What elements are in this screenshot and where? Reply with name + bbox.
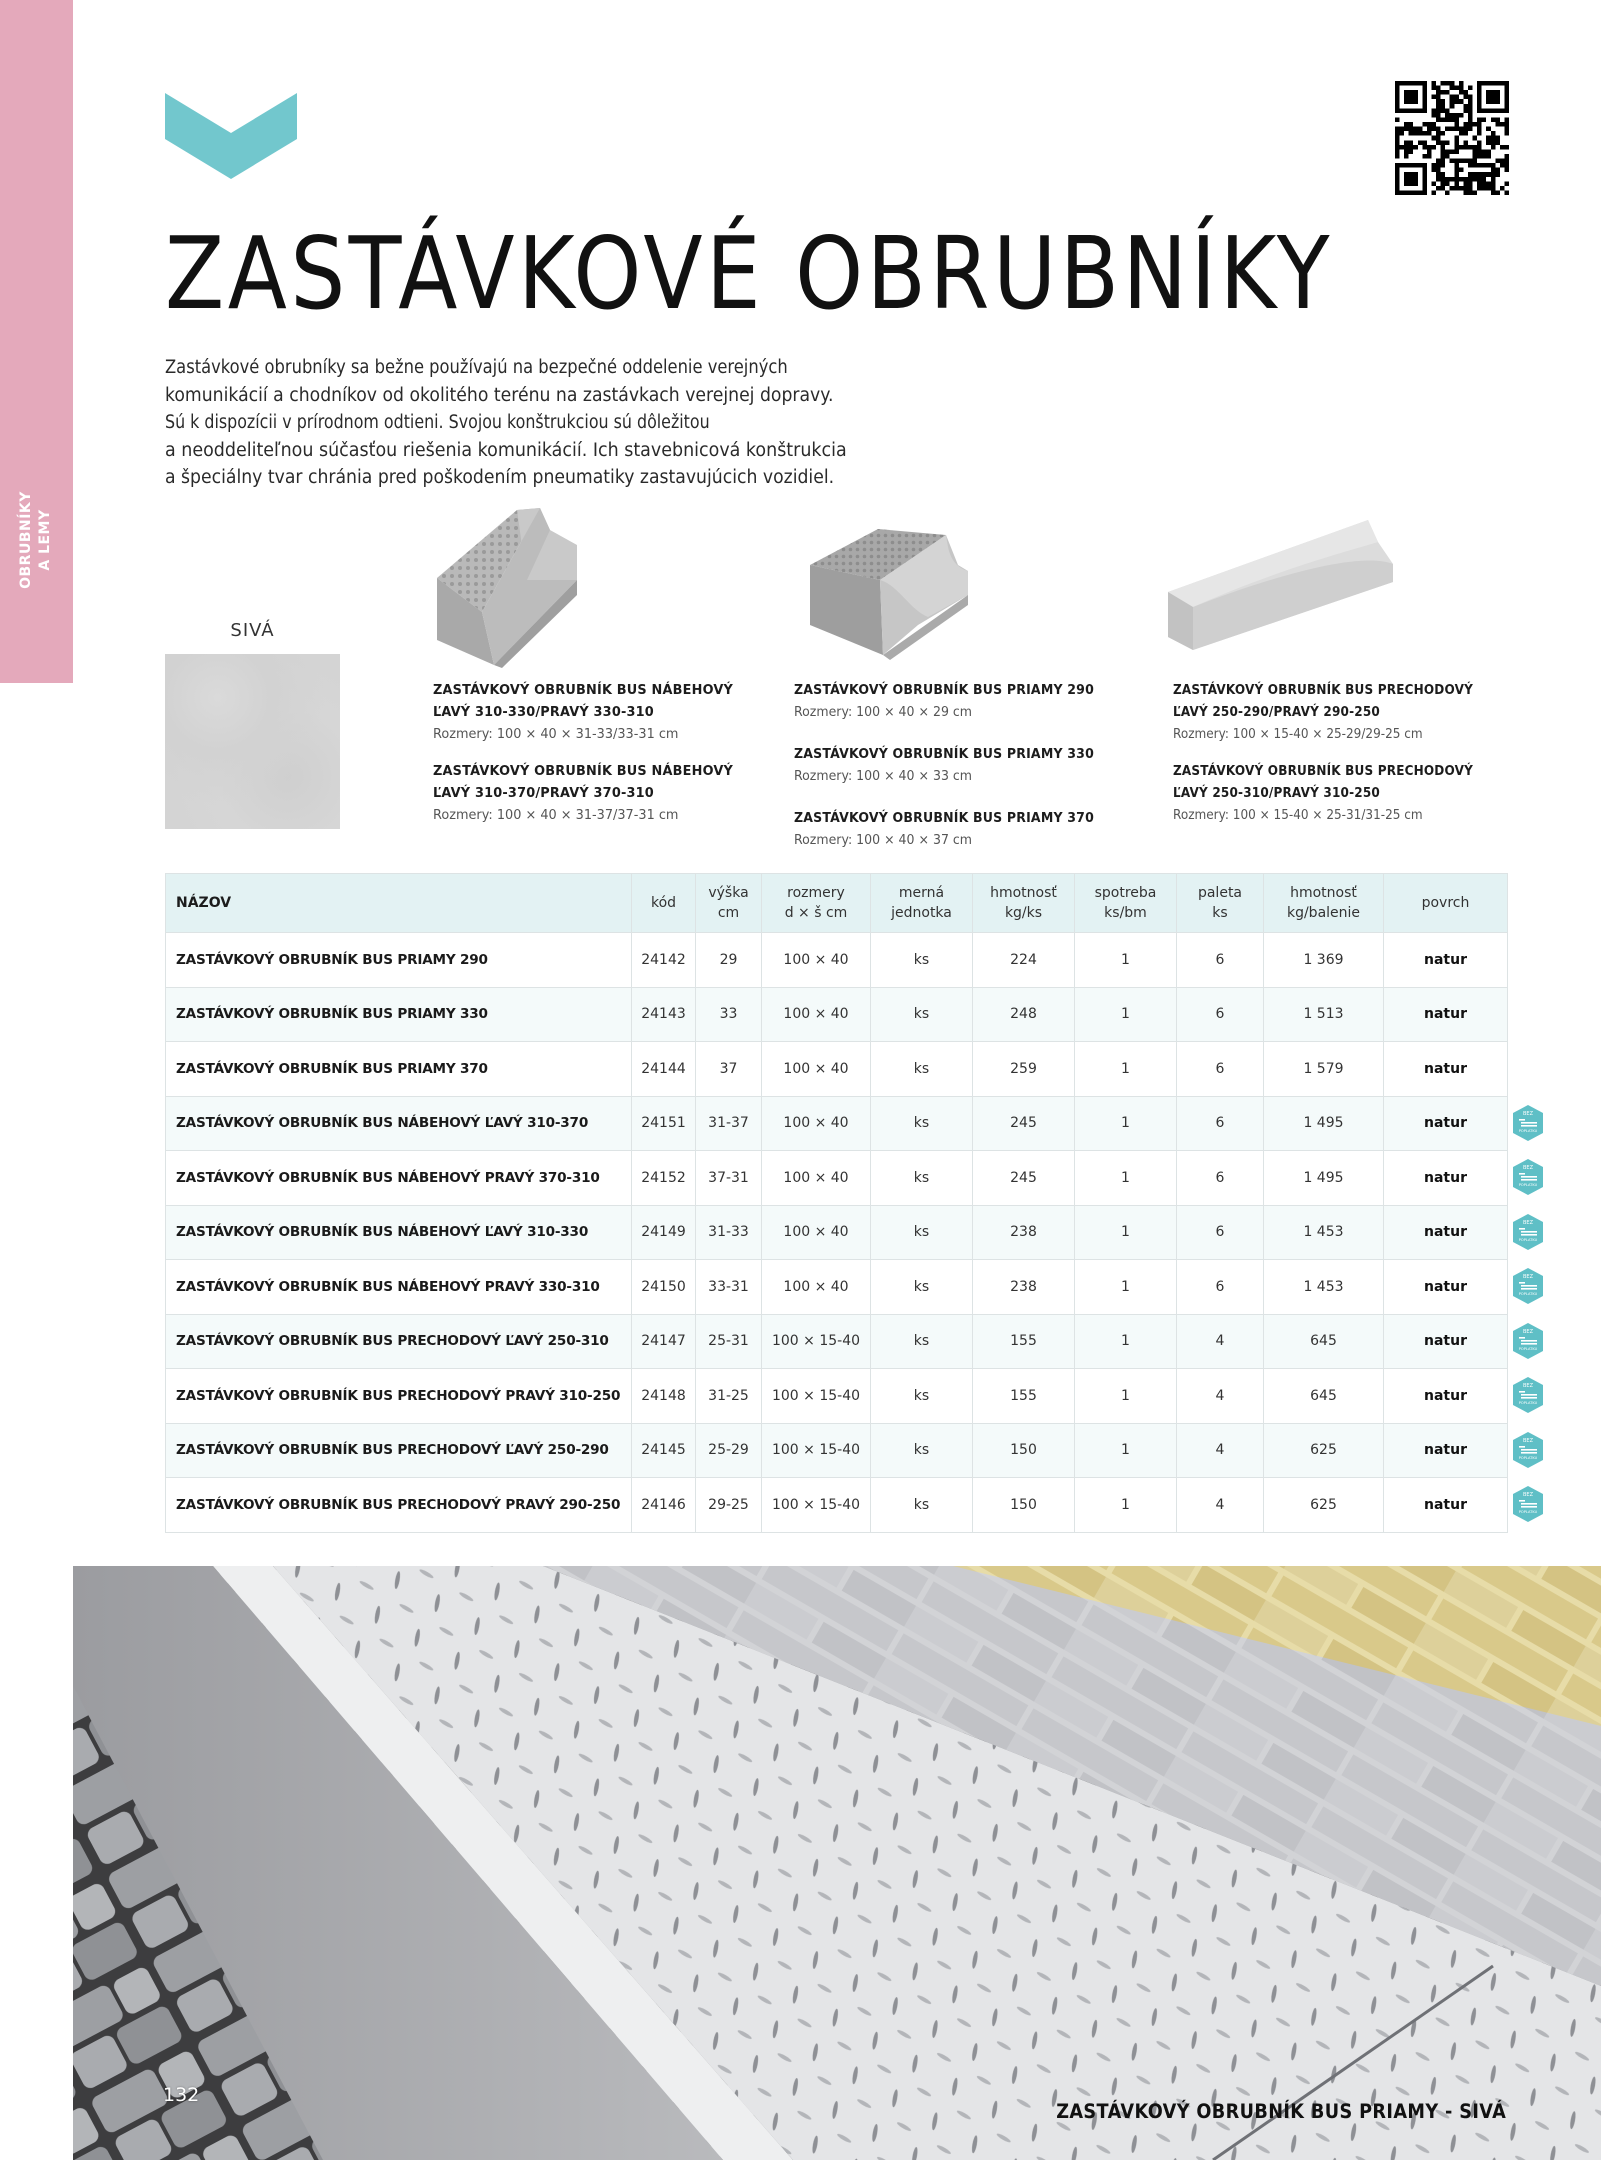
column-header [973, 874, 1075, 933]
unit-cell: ks [871, 1260, 973, 1315]
chevron-down-icon [165, 93, 297, 179]
code-cell: 24144 [632, 1042, 696, 1097]
product-dimensions: Rozmery: 100 × 15-40 × 25-31/31-25 cm [1173, 807, 1423, 823]
product-name: ĽAVÝ 250-310/PRAVÝ 310-250 [1173, 785, 1380, 801]
code-cell: 24146 [632, 1478, 696, 1533]
pallet-weight-cell: 1 369 [1264, 933, 1384, 988]
product-name: ĽAVÝ 310-330/PRAVÝ 330-310 [433, 704, 654, 720]
surface-cell: natur [1384, 1205, 1508, 1260]
code-cell: 24148 [632, 1369, 696, 1424]
column-header-line: NÁZOV [176, 895, 232, 911]
code-cell: 24145 [632, 1423, 696, 1478]
badge-text-bottom: POPLATKU [1518, 1128, 1538, 1133]
pallet-weight-cell: 1 453 [1264, 1205, 1384, 1260]
product-name: ĽAVÝ 250-290/PRAVÝ 290-250 [1173, 704, 1380, 720]
dimensions-cell: 100 × 40 [762, 933, 871, 988]
consumption-cell: 1 [1075, 1314, 1177, 1369]
no-pallet-fee-badge-icon [1512, 1377, 1544, 1413]
no-pallet-fee-badge-icon [1512, 1159, 1544, 1195]
weight-cell: 155 [973, 1314, 1075, 1369]
column-header-line: rozmery [787, 885, 845, 901]
product-name-cell: ZASTÁVKOVÝ OBRUBNÍK BUS PRECHODOVÝ PRAVÝ 310-250 [166, 1369, 632, 1424]
weight-cell: 238 [973, 1260, 1075, 1315]
product-group-transition [1173, 679, 1511, 841]
badge-text-bottom: POPLATKU [1518, 1401, 1538, 1405]
dimensions-cell: 100 × 40 [762, 1042, 871, 1097]
product-name-cell: ZASTÁVKOVÝ OBRUBNÍK BUS PRIAMY 290 [166, 933, 632, 988]
product-item [433, 760, 750, 826]
column-header-line: merná [898, 885, 945, 901]
dimensions-cell: 100 × 15-40 [762, 1369, 871, 1424]
badge-text-top: BEZ [1522, 1219, 1534, 1226]
product-name-cell: ZASTÁVKOVÝ OBRUBNÍK BUS PRECHODOVÝ ĽAVÝ 250-310 [166, 1314, 632, 1369]
surface-cell: natur [1384, 987, 1508, 1042]
pallet-cell: 6 [1177, 1260, 1264, 1315]
product-name: ZASTÁVKOVÝ OBRUBNÍK BUS NÁBEHOVÝ [433, 763, 733, 779]
column-header-line: d × š cm [784, 905, 848, 921]
column-header-line: ks/bm [1104, 905, 1147, 921]
weight-cell: 245 [973, 1151, 1075, 1206]
no-pallet-fee-badge-icon [1512, 1323, 1544, 1359]
intro-line: a neoddeliteľnou súčasťou riešenia komunikácií. Ich stavebnicová konštrukcia [165, 439, 847, 461]
product-name: ZASTÁVKOVÝ OBRUBNÍK BUS PRIAMY 330 [794, 746, 1094, 762]
height-cell: 31-25 [696, 1369, 762, 1424]
product-name-cell: ZASTÁVKOVÝ OBRUBNÍK BUS PRECHODOVÝ PRAVÝ 290-250 [166, 1478, 632, 1533]
section-side-tab-label [17, 491, 55, 589]
column-header [1384, 874, 1508, 933]
unit-cell: ks [871, 1096, 973, 1151]
column-header [632, 874, 696, 933]
product-dimensions: Rozmery: 100 × 40 × 31-33/33-31 cm [433, 726, 679, 742]
height-cell: 29 [696, 933, 762, 988]
photo-caption: ZASTÁVKOVÝ OBRUBNÍK BUS PRIAMY - SIVÁ [1056, 2100, 1506, 2123]
product-name-cell: ZASTÁVKOVÝ OBRUBNÍK BUS PRECHODOVÝ ĽAVÝ 250-290 [166, 1423, 632, 1478]
product-group-ramp [433, 679, 750, 841]
pallet-cell: 6 [1177, 1151, 1264, 1206]
page-title [165, 215, 1333, 332]
page-number: 132 [163, 2084, 200, 2106]
product-name: ZASTÁVKOVÝ OBRUBNÍK BUS PRIAMY 290 [794, 682, 1094, 698]
no-pallet-fee-badge-icon [1512, 1214, 1544, 1250]
page-title-text: ZASTÁVKOVÉ OBRUBNÍKY [165, 215, 1333, 332]
consumption-cell: 1 [1075, 1096, 1177, 1151]
consumption-cell: 1 [1075, 1478, 1177, 1533]
consumption-cell: 1 [1075, 1205, 1177, 1260]
column-header [871, 874, 973, 933]
product-dimensions: Rozmery: 100 × 40 × 31-37/37-31 cm [433, 807, 679, 823]
pallet-cell: 6 [1177, 1205, 1264, 1260]
no-pallet-fee-badge-icon [1512, 1486, 1544, 1522]
product-group-straight [794, 679, 1119, 871]
code-cell: 24142 [632, 933, 696, 988]
surface-cell: natur [1384, 1423, 1508, 1478]
product-item [794, 743, 1119, 787]
weight-cell: 150 [973, 1478, 1075, 1533]
dimensions-cell: 100 × 15-40 [762, 1314, 871, 1369]
column-header-line: ks [1212, 905, 1228, 921]
pallet-cell: 4 [1177, 1369, 1264, 1424]
badge-text-top: BEZ [1522, 1110, 1534, 1117]
weight-cell: 245 [973, 1096, 1075, 1151]
pallet-weight-cell: 1 453 [1264, 1260, 1384, 1315]
unit-cell: ks [871, 1478, 973, 1533]
table-row [166, 1478, 1508, 1533]
code-cell: 24152 [632, 1151, 696, 1206]
dimensions-cell: 100 × 40 [762, 1205, 871, 1260]
code-cell: 24143 [632, 987, 696, 1042]
product-item [794, 807, 1119, 851]
product-item [433, 679, 750, 745]
column-header-line: hmotnosť [1290, 885, 1357, 901]
weight-cell: 248 [973, 987, 1075, 1042]
table-row [166, 1096, 1508, 1151]
dimensions-cell: 100 × 40 [762, 1260, 871, 1315]
product-dimensions: Rozmery: 100 × 40 × 29 cm [794, 704, 973, 720]
height-cell: 33-31 [696, 1260, 762, 1315]
column-header-line: jednotka [891, 905, 952, 921]
product-name-cell: ZASTÁVKOVÝ OBRUBNÍK BUS PRIAMY 330 [166, 987, 632, 1042]
side-tab-line-1: OBRUBNÍKY [18, 491, 34, 589]
consumption-cell: 1 [1075, 1369, 1177, 1424]
column-header [762, 874, 871, 933]
surface-cell: natur [1384, 1151, 1508, 1206]
consumption-cell: 1 [1075, 1423, 1177, 1478]
dimensions-cell: 100 × 40 [762, 1096, 871, 1151]
product-name: ZASTÁVKOVÝ OBRUBNÍK BUS NÁBEHOVÝ [433, 682, 733, 698]
section-side-tab [0, 0, 73, 683]
column-header-line: spotreba [1094, 885, 1157, 901]
pallet-cell: 4 [1177, 1478, 1264, 1533]
table-row [166, 1423, 1508, 1478]
code-cell: 24149 [632, 1205, 696, 1260]
product-name-cell: ZASTÁVKOVÝ OBRUBNÍK BUS NÁBEHOVÝ ĽAVÝ 310-330 [166, 1205, 632, 1260]
intro-line: a špeciálny tvar chránia pred poškodením pneumatiky zastavujúcich vozidiel. [165, 467, 835, 488]
table-row [166, 1042, 1508, 1097]
pallet-cell: 6 [1177, 933, 1264, 988]
table-row [166, 1369, 1508, 1424]
product-name: ZASTÁVKOVÝ OBRUBNÍK BUS PRECHODOVÝ [1173, 682, 1473, 698]
no-pallet-fee-badge-icon [1512, 1432, 1544, 1468]
table-row [166, 1151, 1508, 1206]
unit-cell: ks [871, 1042, 973, 1097]
product-name-cell: ZASTÁVKOVÝ OBRUBNÍK BUS NÁBEHOVÝ ĽAVÝ 310-370 [166, 1096, 632, 1151]
product-dimensions: Rozmery: 100 × 15-40 × 25-29/29-25 cm [1173, 726, 1423, 742]
badge-text-top: BEZ [1522, 1492, 1534, 1498]
unit-cell: ks [871, 933, 973, 988]
height-cell: 31-33 [696, 1205, 762, 1260]
weight-cell: 259 [973, 1042, 1075, 1097]
pallet-weight-cell: 1 579 [1264, 1042, 1384, 1097]
surface-cell: natur [1384, 1260, 1508, 1315]
consumption-cell: 1 [1075, 987, 1177, 1042]
bus-curb-transition-image [1163, 512, 1403, 662]
pallet-weight-cell: 645 [1264, 1369, 1384, 1424]
intro-line: Sú k dispozícii v prírodnom odtieni. Svojou konštrukciou sú dôležitou [165, 412, 710, 433]
side-tab-line-2: A LEMY [37, 509, 53, 571]
surface-cell: natur [1384, 1369, 1508, 1424]
table-row [166, 1314, 1508, 1369]
intro-line: komunikácií a chodníkov od okolitého terénu na zastávkach verejnej dopravy. [165, 384, 834, 406]
table-header-row [166, 874, 1508, 933]
column-header-line: povrch [1421, 895, 1470, 911]
product-name-cell: ZASTÁVKOVÝ OBRUBNÍK BUS NÁBEHOVÝ PRAVÝ 370-310 [166, 1151, 632, 1206]
unit-cell: ks [871, 1314, 973, 1369]
consumption-cell: 1 [1075, 933, 1177, 988]
pallet-weight-cell: 645 [1264, 1314, 1384, 1369]
product-name-cell: ZASTÁVKOVÝ OBRUBNÍK BUS PRIAMY 370 [166, 1042, 632, 1097]
product-name: ĽAVÝ 310-370/PRAVÝ 370-310 [433, 785, 654, 801]
dimensions-cell: 100 × 15-40 [762, 1478, 871, 1533]
qr-code-icon[interactable] [1395, 81, 1509, 195]
color-swatch-label: SIVÁ [230, 620, 275, 641]
height-cell: 37-31 [696, 1151, 762, 1206]
code-cell: 24151 [632, 1096, 696, 1151]
code-cell: 24150 [632, 1260, 696, 1315]
weight-cell: 238 [973, 1205, 1075, 1260]
product-name: ZASTÁVKOVÝ OBRUBNÍK BUS PRECHODOVÝ [1173, 763, 1473, 779]
pallet-weight-cell: 1 513 [1264, 987, 1384, 1042]
dimensions-cell: 100 × 15-40 [762, 1423, 871, 1478]
product-item [1173, 679, 1511, 745]
product-table [165, 873, 1508, 1533]
badge-text-bottom: POPLATKU [1518, 1183, 1538, 1187]
pallet-weight-cell: 1 495 [1264, 1096, 1384, 1151]
unit-cell: ks [871, 1423, 973, 1478]
table-row [166, 1205, 1508, 1260]
dimensions-cell: 100 × 40 [762, 987, 871, 1042]
pallet-cell: 6 [1177, 987, 1264, 1042]
height-cell: 25-29 [696, 1423, 762, 1478]
intro-paragraph [165, 354, 925, 492]
pallet-cell: 4 [1177, 1314, 1264, 1369]
product-name: ZASTÁVKOVÝ OBRUBNÍK BUS PRIAMY 370 [794, 810, 1094, 826]
height-cell: 25-31 [696, 1314, 762, 1369]
badge-text-top: BEZ [1522, 1328, 1534, 1335]
height-cell: 33 [696, 987, 762, 1042]
surface-cell: natur [1384, 1042, 1508, 1097]
pallet-cell: 6 [1177, 1042, 1264, 1097]
badge-text-top: BEZ [1522, 1383, 1534, 1389]
column-header-line: kód [650, 895, 677, 911]
column-header-line: kg/ks [1004, 905, 1043, 921]
unit-cell: ks [871, 987, 973, 1042]
table-row [166, 933, 1508, 988]
column-header-line: paleta [1197, 885, 1243, 901]
pallet-weight-cell: 625 [1264, 1478, 1384, 1533]
pallet-weight-cell: 625 [1264, 1423, 1384, 1478]
badge-text-bottom: POPLATKU [1518, 1292, 1538, 1296]
weight-cell: 155 [973, 1369, 1075, 1424]
column-header [1075, 874, 1177, 933]
pallet-cell: 6 [1177, 1096, 1264, 1151]
height-cell: 29-25 [696, 1478, 762, 1533]
intro-line: Zastávkové obrubníky sa bežne používajú na bezpečné oddelenie verejných [165, 357, 788, 378]
product-dimensions: Rozmery: 100 × 40 × 33 cm [794, 768, 973, 784]
bus-curb-ramp-image [432, 500, 582, 670]
column-header [696, 874, 762, 933]
no-pallet-fee-badge-icon [1512, 1268, 1544, 1304]
unit-cell: ks [871, 1369, 973, 1424]
table-row [166, 987, 1508, 1042]
product-item [1173, 760, 1511, 826]
column-header [166, 874, 632, 933]
badge-text-bottom: POPLATKU [1518, 1510, 1538, 1514]
unit-cell: ks [871, 1151, 973, 1206]
column-header-line: kg/balenie [1286, 905, 1361, 921]
surface-cell: natur [1384, 1314, 1508, 1369]
product-item [794, 679, 1119, 723]
badge-text-bottom: POPLATKU [1518, 1237, 1538, 1242]
height-cell: 31-37 [696, 1096, 762, 1151]
weight-cell: 224 [973, 933, 1075, 988]
consumption-cell: 1 [1075, 1151, 1177, 1206]
surface-cell: natur [1384, 933, 1508, 988]
pallet-weight-cell: 1 495 [1264, 1151, 1384, 1206]
column-header [1264, 874, 1384, 933]
height-cell: 37 [696, 1042, 762, 1097]
consumption-cell: 1 [1075, 1042, 1177, 1097]
no-pallet-fee-badge-icon [1512, 1105, 1544, 1141]
weight-cell: 150 [973, 1423, 1075, 1478]
color-swatch-grey [165, 654, 340, 829]
bus-stop-curb-photo [73, 1566, 1601, 2160]
badge-text-top: BEZ [1522, 1274, 1534, 1280]
surface-cell: natur [1384, 1096, 1508, 1151]
badge-text-top: BEZ [1522, 1165, 1534, 1171]
unit-cell: ks [871, 1205, 973, 1260]
dimensions-cell: 100 × 40 [762, 1151, 871, 1206]
product-dimensions: Rozmery: 100 × 40 × 37 cm [794, 832, 973, 848]
product-name-cell: ZASTÁVKOVÝ OBRUBNÍK BUS NÁBEHOVÝ PRAVÝ 330-310 [166, 1260, 632, 1315]
code-cell: 24147 [632, 1314, 696, 1369]
consumption-cell: 1 [1075, 1260, 1177, 1315]
column-header-line: výška [708, 885, 749, 901]
surface-cell: natur [1384, 1478, 1508, 1533]
column-header-line: hmotnosť [990, 885, 1057, 901]
badge-text-bottom: POPLATKU [1518, 1346, 1538, 1351]
badge-text-bottom: POPLATKU [1518, 1455, 1538, 1460]
column-header [1177, 874, 1264, 933]
bus-curb-straight-image [798, 525, 968, 665]
column-header-line: cm [717, 905, 740, 921]
pallet-cell: 4 [1177, 1423, 1264, 1478]
table-row [166, 1260, 1508, 1315]
badge-text-top: BEZ [1522, 1437, 1534, 1444]
